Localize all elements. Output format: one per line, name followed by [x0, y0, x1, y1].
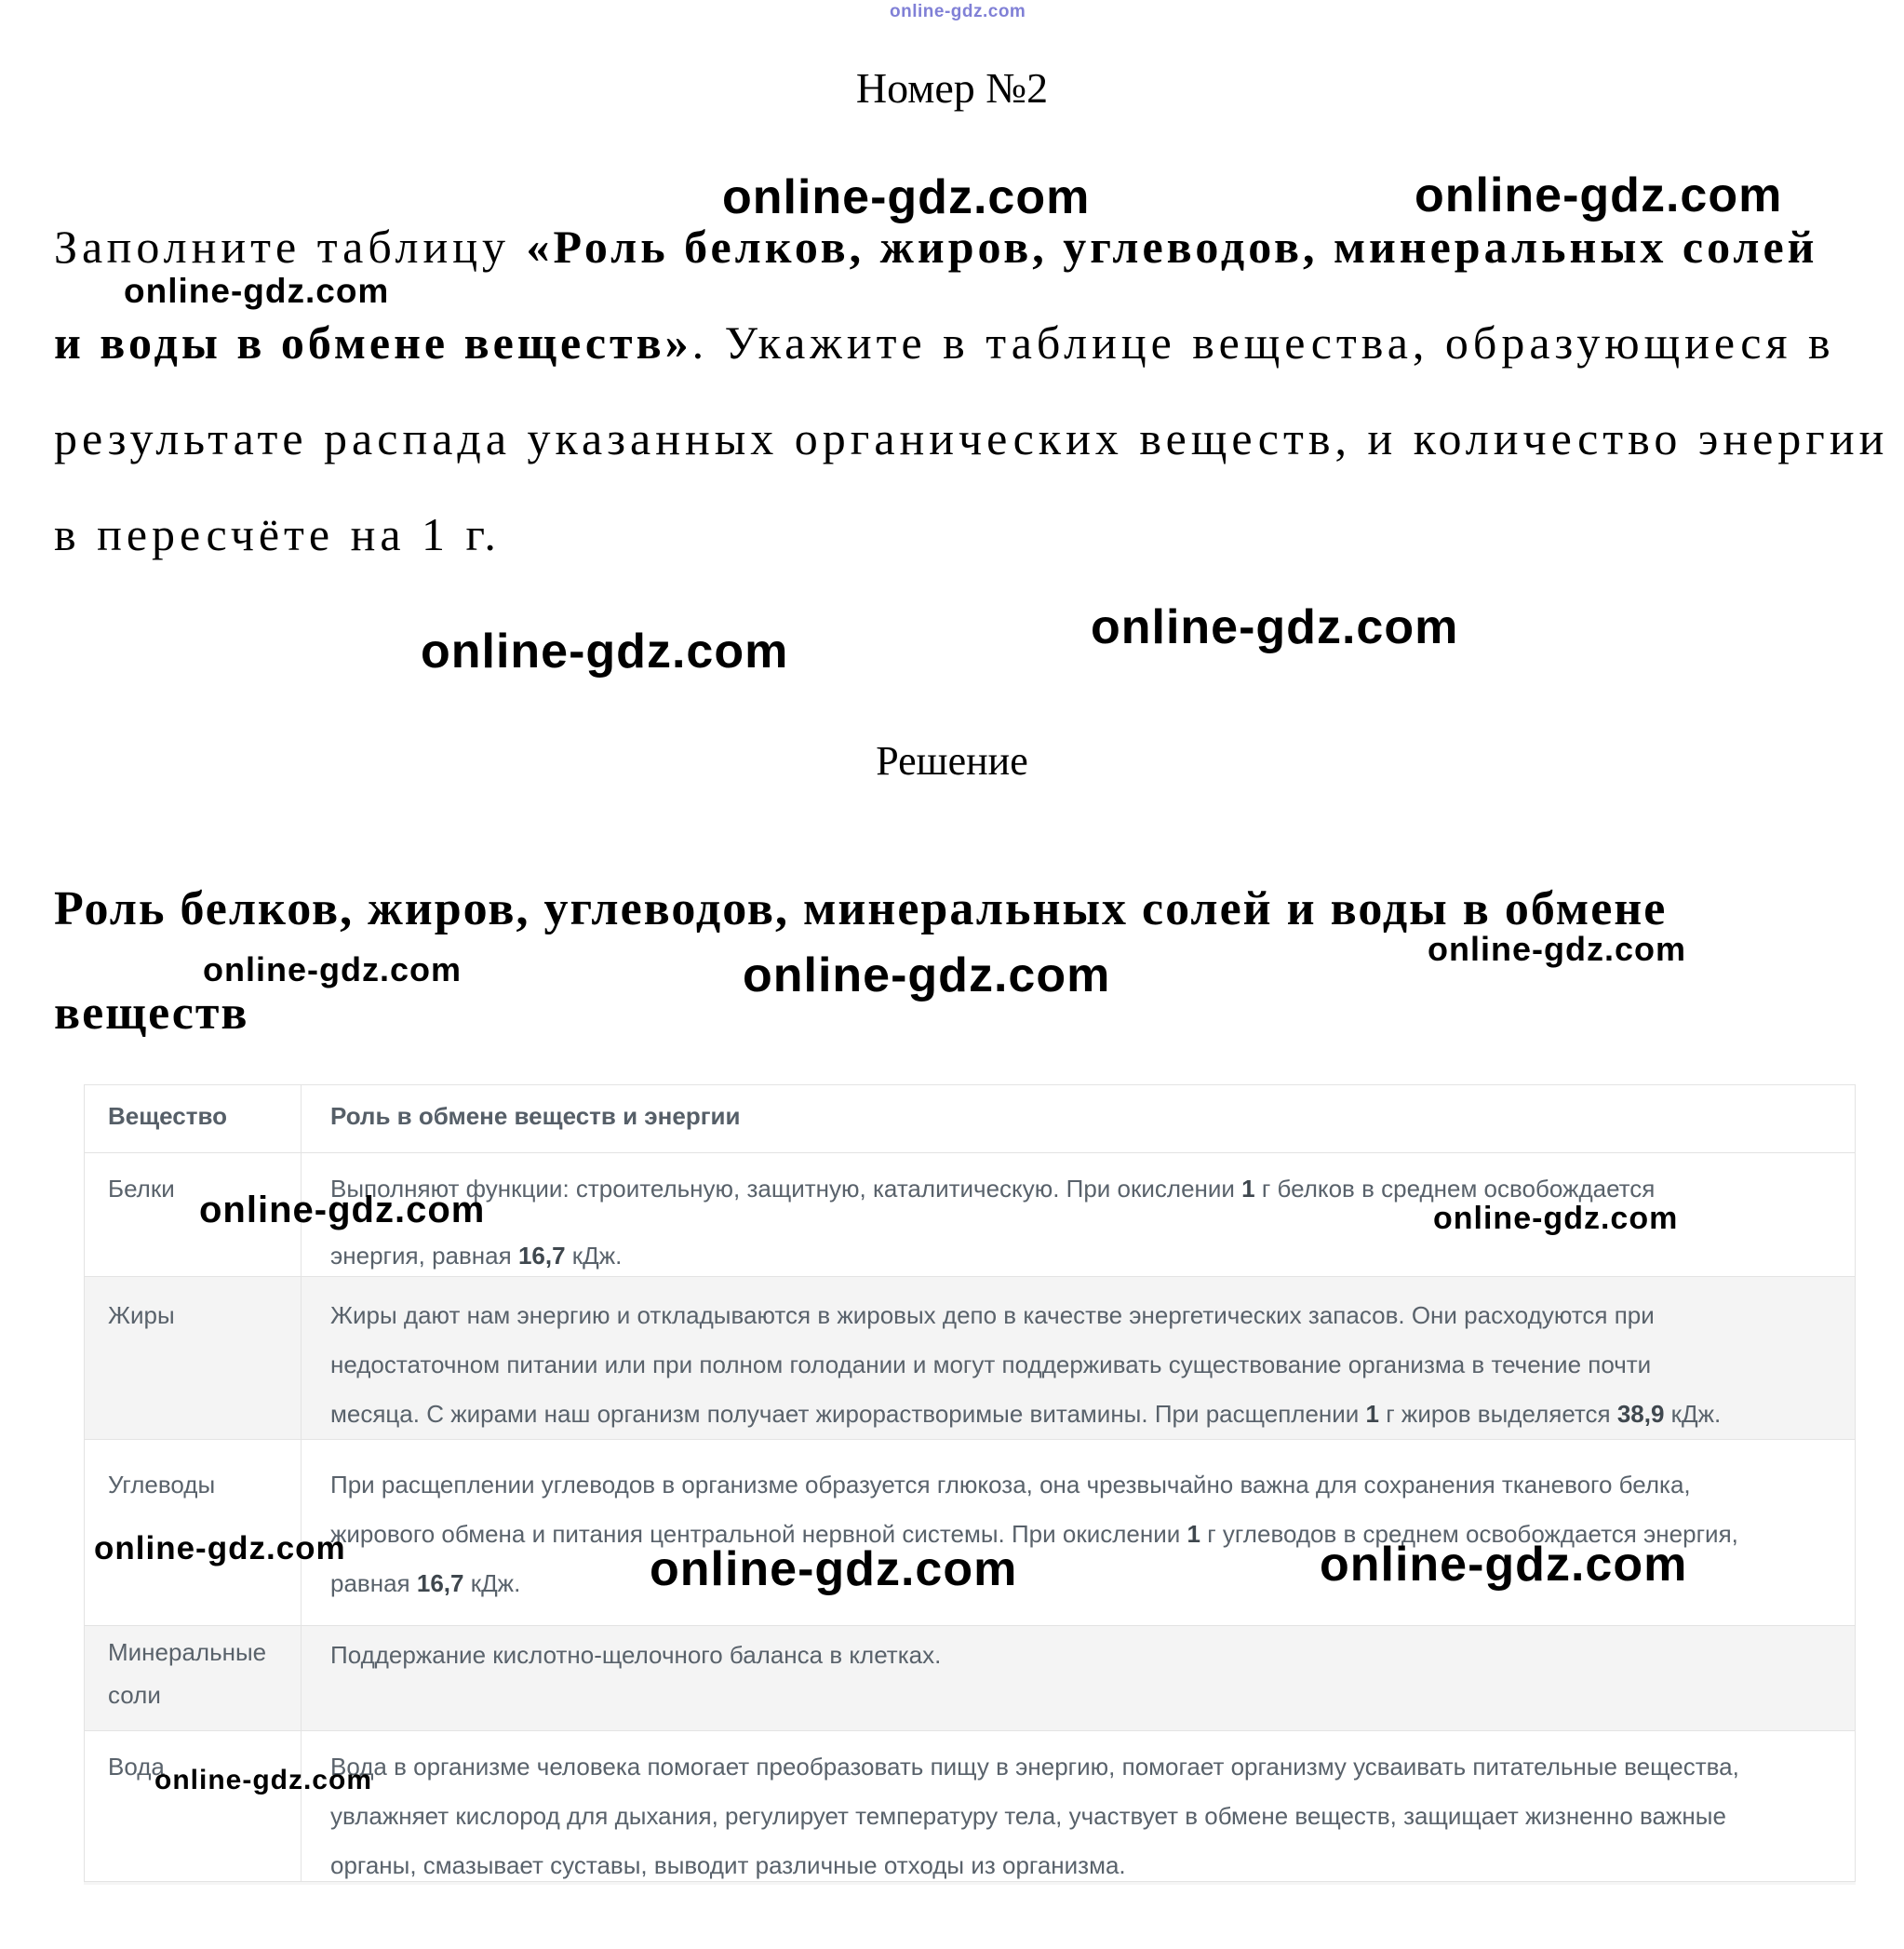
text-line: равная 16,7 кДж.: [330, 1569, 521, 1597]
watermark: online-gdz.com: [154, 1765, 372, 1795]
watermark: online-gdz.com: [1433, 1201, 1679, 1236]
text-line: Поддержание кислотно-щелочного баланса в клетках.: [330, 1641, 942, 1669]
substance-cell: Жиры: [85, 1277, 302, 1439]
watermark: online-gdz.com: [650, 1542, 1018, 1596]
table-row: [85, 1439, 1855, 1625]
text-line: Заполните таблицу «Роль белков, жиров, углеводов, минеральных солей: [54, 221, 1818, 273]
substance-cell: Минеральные соли: [85, 1626, 302, 1730]
text-line: При расщеплении углеводов в организме образуется глюкоза, она чрезвычайно важна для сохранения тканевого белка,: [330, 1471, 1691, 1499]
substance-cell: Белки: [85, 1153, 302, 1276]
text-line: недостаточном питании или при полном голодании и могут поддерживать существование организма в течение почти: [330, 1351, 1652, 1378]
table-row: [85, 1276, 1855, 1439]
text-line: увлажняет кислород для дыхания, регулирует температуру тела, участвует в обмене веществ, защищает жизненно важные: [330, 1802, 1726, 1830]
text-line: и воды в обмене веществ». Укажите в таблице вещества, образующиеся в: [54, 316, 1835, 369]
substance-cell: Углеводы: [85, 1440, 302, 1625]
watermark: online-gdz.com: [1320, 1538, 1688, 1592]
substance-cell: Вода: [85, 1731, 302, 1881]
role-cell: [302, 1731, 1855, 1881]
watermark: online-gdz.com: [743, 948, 1111, 1002]
watermark: online-gdz.com: [421, 625, 789, 679]
header-cell-role: Роль в обмене веществ и энергии: [330, 1102, 741, 1130]
watermark: online-gdz.com: [124, 272, 390, 310]
text-line: Роль белков, жиров, углеводов, минеральных солей и воды в обмене: [54, 882, 1668, 935]
table-header-row: [85, 1085, 1855, 1152]
text-line: месяца. С жирами наш организм получает жирорастворимые витамины. При расщеплении 1 г жиров выделяется 38,9 кДж.: [330, 1400, 1722, 1428]
solution-heading: Решение: [876, 738, 1028, 784]
header-cell-substance: Вещество: [85, 1085, 302, 1152]
role-cell: [302, 1440, 1855, 1625]
watermark: online-gdz.com: [203, 950, 462, 988]
text-line: Вода в организме человека помогает преобразовать пищу в энергию, помогает организму усваивать питательные вещества,: [330, 1753, 1739, 1781]
watermark: online-gdz.com: [722, 170, 1091, 224]
watermark: online-gdz.com: [1428, 930, 1686, 968]
watermark: online-gdz.com: [890, 2, 1026, 21]
text-line: Выполняют функции: строительную, защитную, каталитическую. При окислении 1 г белков в среднем освобождается: [330, 1175, 1656, 1203]
text-line: в пересчёте на 1 г.: [54, 508, 501, 560]
task-text: [54, 199, 1889, 583]
watermark: online-gdz.com: [94, 1530, 346, 1566]
table-row: [85, 1730, 1855, 1881]
watermark: online-gdz.com: [1091, 600, 1459, 654]
text-line: органы, смазывает суставы, выводит различные отходы из организма.: [330, 1851, 1126, 1879]
text-line: веществ: [54, 987, 249, 1040]
role-cell: [302, 1626, 1855, 1730]
role-cell: [302, 1277, 1855, 1439]
text-line: энергия, равная 16,7 кДж.: [330, 1242, 623, 1270]
text-line: жирового обмена и питания центральной нервной системы. При окислении 1 г углеводов в среднем освобождается энергия,: [330, 1520, 1738, 1548]
text-line: Жиры дают нам энергию и откладываются в жировых депо в качестве энергетических запасов. Они расходуются при: [330, 1301, 1655, 1329]
table-row: [85, 1625, 1855, 1730]
watermark: online-gdz.com: [199, 1190, 486, 1230]
watermark: online-gdz.com: [1415, 168, 1783, 222]
page-title: Номер №2: [855, 64, 1049, 112]
text-line: результате распада указанных органических веществ, и количество энергии: [54, 412, 1889, 464]
